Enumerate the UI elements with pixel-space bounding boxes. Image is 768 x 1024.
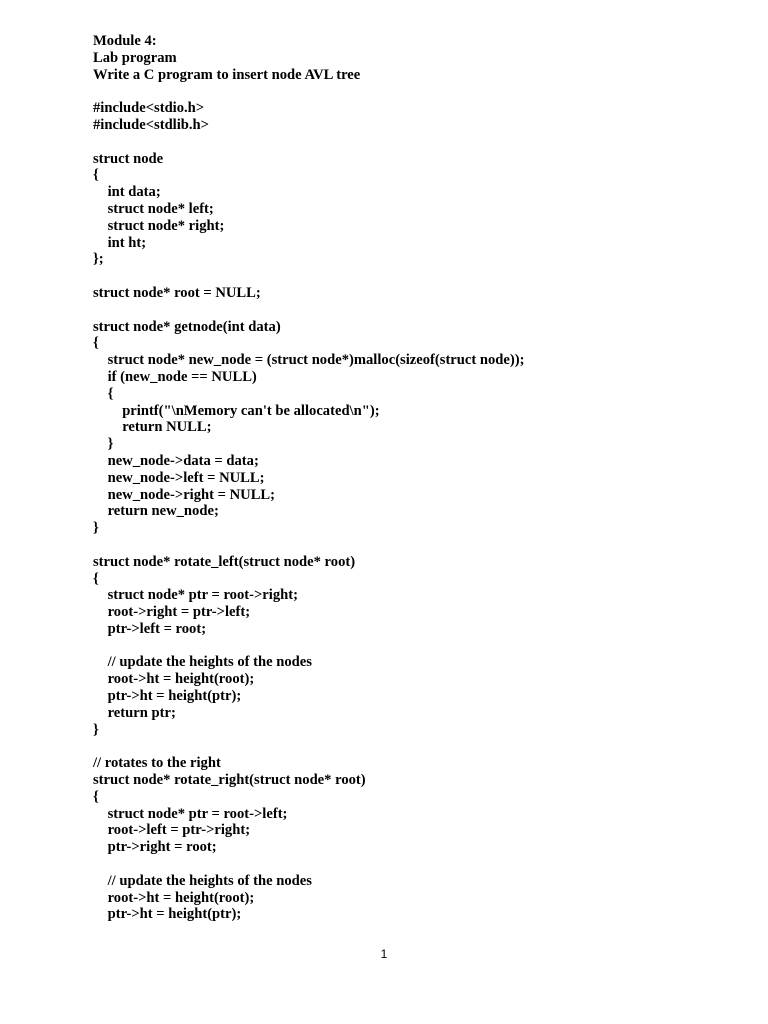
code-line: new_node->left = NULL; [93,469,265,486]
code-line: struct node* rotate_right(struct node* root) [93,772,366,789]
code-line: new_node->right = NULL; [93,486,276,503]
code-line: { [93,570,99,587]
code-line: root->left = ptr->right; [93,822,251,839]
code-line: if (new_node == NULL) [93,368,257,385]
code-line: return NULL; [93,419,212,436]
code-line: ptr->ht = height(ptr); [93,688,242,705]
code-line: } [93,436,114,453]
code-line: root->ht = height(root); [93,671,255,688]
code-line: ptr->left = root; [93,620,207,637]
code-line: { [93,788,99,805]
code-line: { [93,385,114,402]
code-line: { [93,167,99,184]
blank-line [93,537,733,554]
code-line: int data; [93,184,161,201]
code-line: root->right = ptr->left; [93,604,251,621]
assignment-title: Write a C program to insert node AVL tree [93,66,361,83]
code-line: ptr->right = root; [93,839,217,856]
code-comment: // update the heights of the nodes [93,654,312,671]
code-line: int ht; [93,234,147,251]
module-heading: Module 4: [93,33,157,49]
code-line: #include<stdlib.h> [93,116,209,133]
blank-line [93,738,733,755]
code-line: struct node [93,150,164,167]
document-body [93,33,733,923]
blank-line [93,638,733,655]
code-line: struct node* left; [93,200,214,217]
code-line: ptr->ht = height(ptr); [93,906,242,923]
code-line: struct node* ptr = root->left; [93,805,288,822]
code-line: struct node* rotate_left(struct node* root) [93,553,356,570]
code-line: printf("\nMemory can't be allocated\n"); [93,402,380,419]
code-line: #include<stdio.h> [93,100,205,117]
code-line: root->ht = height(root); [93,889,255,906]
blank-line [93,134,733,151]
blank-line [93,302,733,319]
code-line: }; [93,251,104,268]
code-line: struct node* right; [93,217,225,234]
blank-line [93,268,733,285]
code-line: return new_node; [93,503,219,520]
blank-line [93,83,733,100]
code-line: struct node* ptr = root->right; [93,587,298,604]
code-line: return ptr; [93,704,176,721]
lab-program-heading: Lab program [93,49,177,66]
code-comment: // rotates to the right [93,755,221,772]
code-line: struct node* getnode(int data) [93,318,281,335]
code-comment: // update the heights of the nodes [93,872,312,889]
code-line: struct node* root = NULL; [93,284,261,301]
code-line: new_node->data = data; [93,452,259,469]
code-line: { [93,335,99,352]
code-line: } [93,721,99,738]
blank-line [93,856,733,873]
code-line: } [93,520,99,537]
page-number: 1 [380,947,388,961]
code-line: struct node* new_node = (struct node*)malloc(sizeof(struct node)); [93,352,525,369]
